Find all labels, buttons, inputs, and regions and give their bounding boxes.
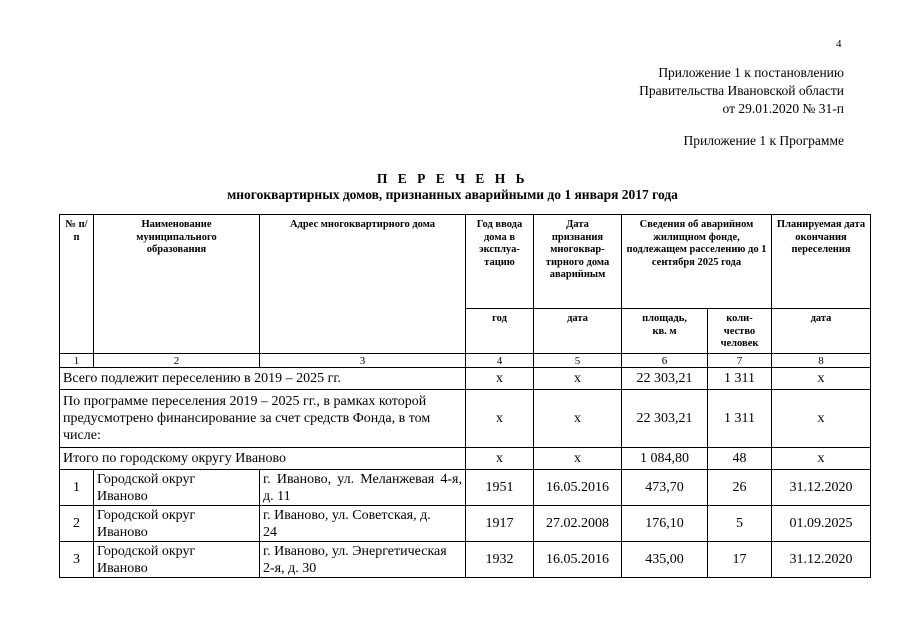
summary-row-program xyxy=(60,390,871,448)
column-number: 2 xyxy=(94,354,260,368)
summary-cell: х xyxy=(466,448,534,470)
row-planned: 31.12.2020 xyxy=(772,542,871,578)
summary-cell: х xyxy=(534,368,622,390)
row-address: г. Иваново, ул. Энергетическая 2-я, д. 30 xyxy=(260,542,466,578)
summary-label: Итого по городскому округу Иваново xyxy=(60,448,466,470)
column-number: 3 xyxy=(260,354,466,368)
row-area: 435,00 xyxy=(622,542,708,578)
row-number: 1 xyxy=(60,470,94,506)
subheader-area: площадь, кв. м xyxy=(622,309,708,354)
summary-people: 1 311 xyxy=(708,390,772,448)
summary-people: 48 xyxy=(708,448,772,470)
row-planned: 01.09.2025 xyxy=(772,506,871,542)
summary-cell: х xyxy=(466,390,534,448)
row-people: 26 xyxy=(708,470,772,506)
column-number: 6 xyxy=(622,354,708,368)
header-num: № п/п xyxy=(60,215,94,354)
table-header-row xyxy=(60,215,871,309)
row-area: 473,70 xyxy=(622,470,708,506)
row-people: 17 xyxy=(708,542,772,578)
summary-cell: х xyxy=(772,390,871,448)
appendix-line: Приложение 1 к постановлению xyxy=(658,65,844,80)
row-municipality: Городской округ Иваново xyxy=(94,506,260,542)
summary-label: Всего подлежит переселению в 2019 – 2025 гг. xyxy=(60,368,466,390)
row-number: 3 xyxy=(60,542,94,578)
row-date: 16.05.2016 xyxy=(534,542,622,578)
row-year: 1917 xyxy=(466,506,534,542)
appendix-resolution-block xyxy=(639,64,844,118)
summary-row-total xyxy=(60,368,871,390)
header-info: Сведения об аварийном жилищном фонде, подлежащем расселению до 1 сентября 2025 года xyxy=(622,215,772,309)
header-planned: Планируемая дата окончания переселения xyxy=(772,215,871,309)
table-row xyxy=(60,506,871,542)
row-year: 1951 xyxy=(466,470,534,506)
header-year-built: Год ввода дома в эксплуа-тацию xyxy=(466,215,534,309)
summary-area: 1 084,80 xyxy=(622,448,708,470)
row-date: 27.02.2008 xyxy=(534,506,622,542)
subheader-year: год xyxy=(466,309,534,354)
row-address: г. Иваново, ул. Советская, д. 24 xyxy=(260,506,466,542)
appendix-line: Правительства Ивановской области xyxy=(639,83,844,98)
row-number: 2 xyxy=(60,506,94,542)
page-number: 4 xyxy=(836,38,842,50)
summary-cell: х xyxy=(772,368,871,390)
subheader-planned-date: дата xyxy=(772,309,871,354)
header-address: Адрес многоквартирного дома xyxy=(260,215,466,354)
summary-area: 22 303,21 xyxy=(622,368,708,390)
summary-cell: х xyxy=(534,448,622,470)
row-municipality: Городской округ Иваново xyxy=(94,470,260,506)
row-year: 1932 xyxy=(466,542,534,578)
document-subtitle: многоквартирных домов, признанных аварийными до 1 января 2017 года xyxy=(227,187,678,202)
summary-label: По программе переселения 2019 – 2025 гг., в рамках которой предусмотрено финансирование за счет средств Фонда, в том числе: xyxy=(60,390,466,448)
column-number: 4 xyxy=(466,354,534,368)
housing-table xyxy=(59,214,871,578)
summary-area: 22 303,21 xyxy=(622,390,708,448)
row-address: г. Иваново, ул. Меланжевая 4-я, д. 11 xyxy=(260,470,466,506)
summary-cell: х xyxy=(534,390,622,448)
table-row xyxy=(60,542,871,578)
header-date-recognized: Дата признания многоквар-тирного дома аварийным xyxy=(534,215,622,309)
subheader-date: дата xyxy=(534,309,622,354)
row-planned: 31.12.2020 xyxy=(772,470,871,506)
row-area: 176,10 xyxy=(622,506,708,542)
summary-people: 1 311 xyxy=(708,368,772,390)
row-people: 5 xyxy=(708,506,772,542)
column-number: 1 xyxy=(60,354,94,368)
summary-row-city xyxy=(60,448,871,470)
column-number: 7 xyxy=(708,354,772,368)
summary-cell: х xyxy=(772,448,871,470)
document-title: П Е Р Е Ч Е Н Ь xyxy=(376,171,529,186)
subheader-people: коли-чество человек xyxy=(708,309,772,354)
summary-cell: х xyxy=(466,368,534,390)
header-municipality: Наименование муниципального образования xyxy=(94,215,260,354)
row-date: 16.05.2016 xyxy=(534,470,622,506)
appendix-line: от 29.01.2020 № 31-п xyxy=(722,101,844,116)
row-municipality: Городской округ Иваново xyxy=(94,542,260,578)
appendix-program: Приложение 1 к Программе xyxy=(683,133,844,148)
table-row xyxy=(60,470,871,506)
column-numbers-row xyxy=(60,354,871,368)
column-number: 8 xyxy=(772,354,871,368)
column-number: 5 xyxy=(534,354,622,368)
